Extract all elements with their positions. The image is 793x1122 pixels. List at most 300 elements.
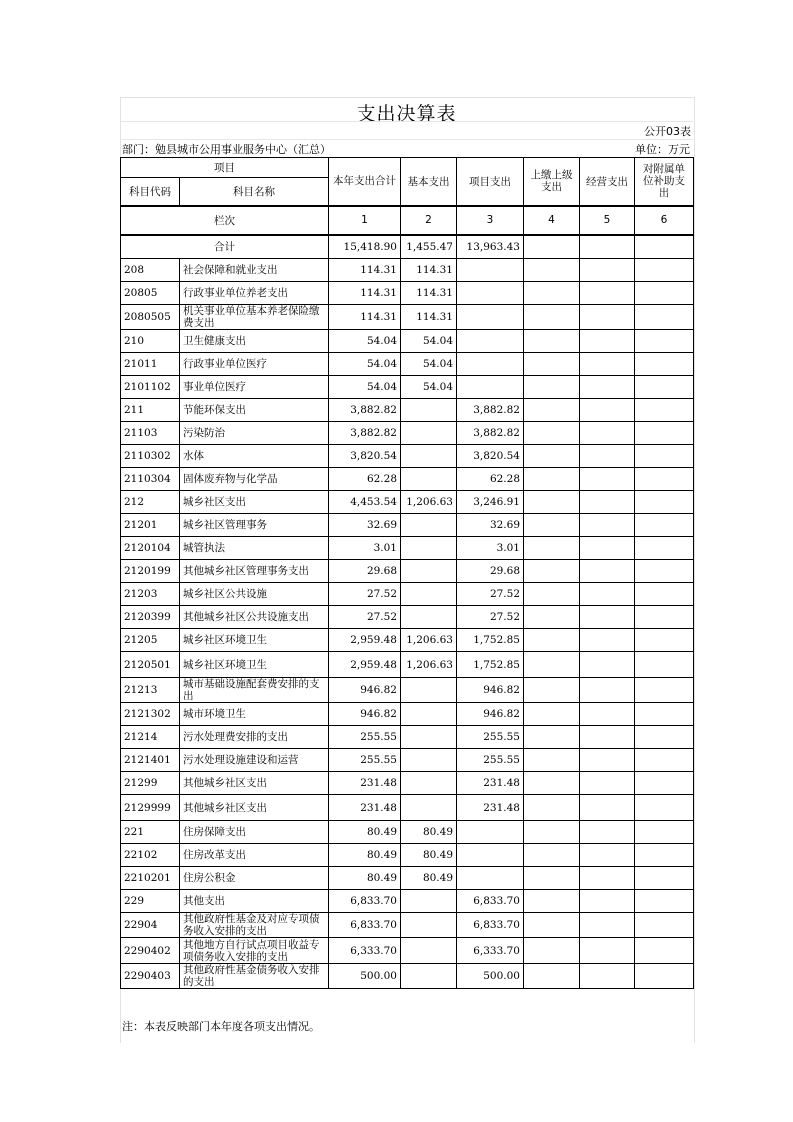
cell-total: 80.49 bbox=[329, 821, 401, 844]
footnote: 注：本表反映部门本年度各项支出情况。 bbox=[122, 1020, 320, 1033]
cell-project bbox=[457, 282, 524, 305]
cell-business bbox=[580, 606, 635, 629]
cell-basic bbox=[401, 913, 457, 938]
cell-subsidy bbox=[635, 749, 694, 772]
cell-code: 21011 bbox=[121, 353, 180, 376]
cell-subsidy bbox=[635, 514, 694, 537]
cell-name: 固体废弃物与化学品 bbox=[180, 468, 329, 491]
table-row bbox=[121, 305, 694, 330]
cell-total: 500.00 bbox=[329, 964, 401, 989]
cell-upper bbox=[524, 867, 580, 890]
cell-project: 6,833.70 bbox=[457, 913, 524, 938]
cell-project: 255.55 bbox=[457, 726, 524, 749]
table-row bbox=[121, 468, 694, 491]
cell-business bbox=[580, 795, 635, 821]
table-row bbox=[121, 844, 694, 867]
cell-project bbox=[457, 821, 524, 844]
cell-name: 住房改革支出 bbox=[180, 844, 329, 867]
column-number: 4 bbox=[524, 206, 580, 235]
cell-code: 21213 bbox=[121, 678, 180, 703]
total-label: 合计 bbox=[121, 235, 329, 259]
cell-business bbox=[580, 913, 635, 938]
cell-project: 946.82 bbox=[457, 703, 524, 726]
cell-name: 节能环保支出 bbox=[180, 399, 329, 422]
cell-name: 其他城乡社区支出 bbox=[180, 795, 329, 821]
total-business bbox=[580, 235, 635, 259]
cell-total: 6,833.70 bbox=[329, 913, 401, 938]
cell-basic bbox=[401, 583, 457, 606]
cell-name: 城市基础设施配套费安排的支出 bbox=[180, 678, 329, 703]
cell-total: 80.49 bbox=[329, 867, 401, 890]
cell-subsidy bbox=[635, 652, 694, 678]
cell-upper bbox=[524, 282, 580, 305]
cell-project: 231.48 bbox=[457, 795, 524, 821]
cell-code: 22904 bbox=[121, 913, 180, 938]
table-row bbox=[121, 629, 694, 652]
cell-subsidy bbox=[635, 399, 694, 422]
cell-upper bbox=[524, 353, 580, 376]
header-name: 科目名称 bbox=[180, 178, 329, 206]
cell-name: 城乡社区支出 bbox=[180, 491, 329, 514]
cell-business bbox=[580, 399, 635, 422]
table-row bbox=[121, 749, 694, 772]
header-item: 项目 bbox=[121, 158, 329, 178]
cell-upper bbox=[524, 422, 580, 445]
column-number: 6 bbox=[635, 206, 694, 235]
cell-basic bbox=[401, 938, 457, 964]
cell-basic: 114.31 bbox=[401, 259, 457, 282]
cell-business bbox=[580, 330, 635, 353]
header-row bbox=[121, 158, 694, 178]
cell-code: 2110302 bbox=[121, 445, 180, 468]
cell-code: 211 bbox=[121, 399, 180, 422]
cell-subsidy bbox=[635, 629, 694, 652]
cell-code: 2120399 bbox=[121, 606, 180, 629]
cell-upper bbox=[524, 844, 580, 867]
cell-upper bbox=[524, 491, 580, 514]
cell-code: 21103 bbox=[121, 422, 180, 445]
total-row bbox=[121, 235, 694, 259]
cell-name: 污水处理设施建设和运营 bbox=[180, 749, 329, 772]
cell-code: 2110304 bbox=[121, 468, 180, 491]
cell-business bbox=[580, 867, 635, 890]
cell-project: 32.69 bbox=[457, 514, 524, 537]
table-row bbox=[121, 821, 694, 844]
cell-code: 2290402 bbox=[121, 938, 180, 964]
header-upper: 上缴上级支出 bbox=[524, 158, 580, 206]
cell-total: 2,959.48 bbox=[329, 652, 401, 678]
cell-upper bbox=[524, 537, 580, 560]
cell-basic bbox=[401, 703, 457, 726]
total-amount: 15,418.90 bbox=[329, 235, 401, 259]
cell-total: 946.82 bbox=[329, 703, 401, 726]
table-row bbox=[121, 606, 694, 629]
cell-name: 城乡社区公共设施 bbox=[180, 583, 329, 606]
cell-code: 2120501 bbox=[121, 652, 180, 678]
cell-project bbox=[457, 844, 524, 867]
cell-basic bbox=[401, 537, 457, 560]
cell-name: 其他城乡社区管理事务支出 bbox=[180, 560, 329, 583]
table-row bbox=[121, 445, 694, 468]
cell-code: 2120199 bbox=[121, 560, 180, 583]
cell-code: 229 bbox=[121, 890, 180, 913]
table-row bbox=[121, 491, 694, 514]
cell-total: 114.31 bbox=[329, 305, 401, 330]
cell-project: 1,752.85 bbox=[457, 652, 524, 678]
cell-project: 946.82 bbox=[457, 678, 524, 703]
cell-business bbox=[580, 491, 635, 514]
cell-name: 住房保障支出 bbox=[180, 821, 329, 844]
cell-upper bbox=[524, 629, 580, 652]
cell-subsidy bbox=[635, 560, 694, 583]
cell-name: 城乡社区环境卫生 bbox=[180, 629, 329, 652]
cell-upper bbox=[524, 913, 580, 938]
cell-subsidy bbox=[635, 353, 694, 376]
cell-code: 221 bbox=[121, 821, 180, 844]
table-row bbox=[121, 514, 694, 537]
cell-subsidy bbox=[635, 491, 694, 514]
cell-subsidy bbox=[635, 867, 694, 890]
cell-subsidy bbox=[635, 468, 694, 491]
cell-name: 城管执法 bbox=[180, 537, 329, 560]
cell-name: 城市环境卫生 bbox=[180, 703, 329, 726]
cell-code: 2121302 bbox=[121, 703, 180, 726]
cell-code: 2120104 bbox=[121, 537, 180, 560]
cell-upper bbox=[524, 445, 580, 468]
cell-total: 114.31 bbox=[329, 259, 401, 282]
cell-business bbox=[580, 560, 635, 583]
cell-project bbox=[457, 376, 524, 399]
total-project: 13,963.43 bbox=[457, 235, 524, 259]
cell-name: 卫生健康支出 bbox=[180, 330, 329, 353]
cell-business bbox=[580, 422, 635, 445]
cell-subsidy bbox=[635, 330, 694, 353]
cell-name: 水体 bbox=[180, 445, 329, 468]
cell-basic bbox=[401, 606, 457, 629]
cell-code: 21214 bbox=[121, 726, 180, 749]
cell-project: 29.68 bbox=[457, 560, 524, 583]
cell-subsidy bbox=[635, 821, 694, 844]
cell-basic: 80.49 bbox=[401, 867, 457, 890]
cell-name: 城乡社区管理事务 bbox=[180, 514, 329, 537]
cell-upper bbox=[524, 772, 580, 795]
cell-project bbox=[457, 353, 524, 376]
cell-code: 2210201 bbox=[121, 867, 180, 890]
cell-project: 500.00 bbox=[457, 964, 524, 989]
cell-project: 3,246.91 bbox=[457, 491, 524, 514]
cell-project bbox=[457, 330, 524, 353]
cell-total: 54.04 bbox=[329, 330, 401, 353]
cell-subsidy bbox=[635, 606, 694, 629]
cell-business bbox=[580, 629, 635, 652]
cell-basic bbox=[401, 726, 457, 749]
cell-business bbox=[580, 821, 635, 844]
cell-total: 231.48 bbox=[329, 772, 401, 795]
cell-upper bbox=[524, 468, 580, 491]
cell-business bbox=[580, 844, 635, 867]
cell-total: 29.68 bbox=[329, 560, 401, 583]
total-basic: 1,455.47 bbox=[401, 235, 457, 259]
divider bbox=[120, 121, 693, 122]
cell-total: 54.04 bbox=[329, 376, 401, 399]
cell-basic bbox=[401, 749, 457, 772]
cell-code: 22102 bbox=[121, 844, 180, 867]
cell-upper bbox=[524, 795, 580, 821]
cell-business bbox=[580, 445, 635, 468]
cell-basic bbox=[401, 422, 457, 445]
table-row bbox=[121, 678, 694, 703]
cell-business bbox=[580, 938, 635, 964]
cell-project: 3,882.82 bbox=[457, 422, 524, 445]
total-upper bbox=[524, 235, 580, 259]
cell-business bbox=[580, 583, 635, 606]
cell-total: 114.31 bbox=[329, 282, 401, 305]
cell-total: 32.69 bbox=[329, 514, 401, 537]
cell-upper bbox=[524, 652, 580, 678]
cell-total: 3.01 bbox=[329, 537, 401, 560]
cell-total: 3,882.82 bbox=[329, 399, 401, 422]
column-number: 3 bbox=[457, 206, 524, 235]
cell-basic: 80.49 bbox=[401, 821, 457, 844]
cell-upper bbox=[524, 560, 580, 583]
cell-basic: 114.31 bbox=[401, 282, 457, 305]
header-business: 经营支出 bbox=[580, 158, 635, 206]
table-row bbox=[121, 282, 694, 305]
table-row bbox=[121, 330, 694, 353]
cell-total: 3,820.54 bbox=[329, 445, 401, 468]
cell-name: 住房公积金 bbox=[180, 867, 329, 890]
cell-basic: 1,206.63 bbox=[401, 629, 457, 652]
cell-total: 231.48 bbox=[329, 795, 401, 821]
cell-subsidy bbox=[635, 795, 694, 821]
cell-code: 2101102 bbox=[121, 376, 180, 399]
cell-business bbox=[580, 678, 635, 703]
cell-total: 27.52 bbox=[329, 583, 401, 606]
expenditure-table bbox=[120, 157, 694, 989]
total-subsidy bbox=[635, 235, 694, 259]
cell-total: 54.04 bbox=[329, 353, 401, 376]
cell-upper bbox=[524, 330, 580, 353]
cell-name: 污染防治 bbox=[180, 422, 329, 445]
cell-basic bbox=[401, 445, 457, 468]
header-subsidy: 对附属单位补助支出 bbox=[635, 158, 694, 206]
cell-business bbox=[580, 890, 635, 913]
cell-name: 其他支出 bbox=[180, 890, 329, 913]
table-row bbox=[121, 652, 694, 678]
cell-subsidy bbox=[635, 422, 694, 445]
cell-code: 208 bbox=[121, 259, 180, 282]
cell-subsidy bbox=[635, 537, 694, 560]
cell-upper bbox=[524, 583, 580, 606]
cell-project: 1,752.85 bbox=[457, 629, 524, 652]
table-row bbox=[121, 772, 694, 795]
cell-subsidy bbox=[635, 305, 694, 330]
cell-basic bbox=[401, 468, 457, 491]
table-row bbox=[121, 353, 694, 376]
table-row bbox=[121, 259, 694, 282]
cell-upper bbox=[524, 399, 580, 422]
cell-total: 255.55 bbox=[329, 749, 401, 772]
table-row bbox=[121, 537, 694, 560]
cell-project bbox=[457, 867, 524, 890]
cell-project: 27.52 bbox=[457, 606, 524, 629]
cell-basic: 54.04 bbox=[401, 330, 457, 353]
cell-basic bbox=[401, 964, 457, 989]
cell-upper bbox=[524, 703, 580, 726]
table-row bbox=[121, 399, 694, 422]
cell-project: 231.48 bbox=[457, 772, 524, 795]
cell-business bbox=[580, 305, 635, 330]
cell-business bbox=[580, 468, 635, 491]
cell-code: 212 bbox=[121, 491, 180, 514]
cell-subsidy bbox=[635, 964, 694, 989]
cell-total: 6,833.70 bbox=[329, 890, 401, 913]
cell-basic bbox=[401, 560, 457, 583]
cell-code: 21205 bbox=[121, 629, 180, 652]
cell-code: 2080505 bbox=[121, 305, 180, 330]
table-row bbox=[121, 795, 694, 821]
table-row bbox=[121, 890, 694, 913]
cell-code: 2129999 bbox=[121, 795, 180, 821]
table-row bbox=[121, 938, 694, 964]
unit-label: 单位：万元 bbox=[635, 143, 690, 156]
cell-business bbox=[580, 376, 635, 399]
table-row bbox=[121, 964, 694, 989]
cell-basic: 80.49 bbox=[401, 844, 457, 867]
cell-subsidy bbox=[635, 890, 694, 913]
cell-upper bbox=[524, 890, 580, 913]
table-row bbox=[121, 583, 694, 606]
header-project: 项目支出 bbox=[457, 158, 524, 206]
cell-business bbox=[580, 259, 635, 282]
cell-project: 3,820.54 bbox=[457, 445, 524, 468]
cell-subsidy bbox=[635, 583, 694, 606]
cell-business bbox=[580, 749, 635, 772]
cell-subsidy bbox=[635, 678, 694, 703]
form-number: 公开03表 bbox=[644, 125, 691, 138]
cell-basic: 54.04 bbox=[401, 353, 457, 376]
cell-business bbox=[580, 282, 635, 305]
cell-name: 其他地方自行试点项目收益专项债务收入安排的支出 bbox=[180, 938, 329, 964]
cell-subsidy bbox=[635, 913, 694, 938]
cell-upper bbox=[524, 938, 580, 964]
cell-basic bbox=[401, 772, 457, 795]
cell-code: 21201 bbox=[121, 514, 180, 537]
cell-total: 6,333.70 bbox=[329, 938, 401, 964]
cell-upper bbox=[524, 305, 580, 330]
cell-business bbox=[580, 772, 635, 795]
cell-code: 210 bbox=[121, 330, 180, 353]
cell-code: 21203 bbox=[121, 583, 180, 606]
cell-basic: 54.04 bbox=[401, 376, 457, 399]
cell-project bbox=[457, 305, 524, 330]
cell-subsidy bbox=[635, 726, 694, 749]
cell-total: 2,959.48 bbox=[329, 629, 401, 652]
cell-project: 3.01 bbox=[457, 537, 524, 560]
column-number-row bbox=[121, 206, 694, 235]
column-number: 5 bbox=[580, 206, 635, 235]
cell-basic: 114.31 bbox=[401, 305, 457, 330]
cell-business bbox=[580, 652, 635, 678]
divider bbox=[120, 139, 693, 140]
header-code: 科目代码 bbox=[121, 178, 180, 206]
table-row bbox=[121, 376, 694, 399]
cell-subsidy bbox=[635, 844, 694, 867]
cell-name: 其他城乡社区公共设施支出 bbox=[180, 606, 329, 629]
column-number: 2 bbox=[401, 206, 457, 235]
table-row bbox=[121, 560, 694, 583]
cell-project: 6,833.70 bbox=[457, 890, 524, 913]
cell-business bbox=[580, 703, 635, 726]
cell-upper bbox=[524, 678, 580, 703]
cell-code: 20805 bbox=[121, 282, 180, 305]
cell-subsidy bbox=[635, 938, 694, 964]
cell-basic bbox=[401, 678, 457, 703]
cell-name: 行政事业单位养老支出 bbox=[180, 282, 329, 305]
page-title: 支出决算表 bbox=[356, 103, 457, 125]
table-row bbox=[121, 867, 694, 890]
cell-total: 255.55 bbox=[329, 726, 401, 749]
department-label: 部门：勉县城市公用事业服务中心（汇总） bbox=[122, 143, 331, 156]
cell-basic: 1,206.63 bbox=[401, 652, 457, 678]
cell-basic bbox=[401, 514, 457, 537]
header-total: 本年支出合计 bbox=[329, 158, 401, 206]
cell-business bbox=[580, 353, 635, 376]
cell-project: 62.28 bbox=[457, 468, 524, 491]
cell-name: 机关事业单位基本养老保险缴费支出 bbox=[180, 305, 329, 330]
cell-upper bbox=[524, 726, 580, 749]
table-row bbox=[121, 913, 694, 938]
cell-business bbox=[580, 514, 635, 537]
cell-total: 4,453.54 bbox=[329, 491, 401, 514]
cell-project: 6,333.70 bbox=[457, 938, 524, 964]
cell-name: 行政事业单位医疗 bbox=[180, 353, 329, 376]
cell-code: 21299 bbox=[121, 772, 180, 795]
cell-upper bbox=[524, 821, 580, 844]
cell-upper bbox=[524, 259, 580, 282]
table-row bbox=[121, 703, 694, 726]
cell-business bbox=[580, 537, 635, 560]
cell-project: 3,882.82 bbox=[457, 399, 524, 422]
cell-upper bbox=[524, 514, 580, 537]
cell-basic bbox=[401, 399, 457, 422]
table-row bbox=[121, 726, 694, 749]
cell-subsidy bbox=[635, 282, 694, 305]
cell-project bbox=[457, 259, 524, 282]
cell-name: 社会保障和就业支出 bbox=[180, 259, 329, 282]
cell-subsidy bbox=[635, 376, 694, 399]
cell-basic bbox=[401, 795, 457, 821]
cell-upper bbox=[524, 606, 580, 629]
cell-total: 3,882.82 bbox=[329, 422, 401, 445]
cell-code: 2121401 bbox=[121, 749, 180, 772]
cell-code: 2290403 bbox=[121, 964, 180, 989]
cell-total: 946.82 bbox=[329, 678, 401, 703]
column-number-label: 栏次 bbox=[121, 206, 329, 235]
cell-project: 255.55 bbox=[457, 749, 524, 772]
cell-subsidy bbox=[635, 703, 694, 726]
cell-name: 其他城乡社区支出 bbox=[180, 772, 329, 795]
table-row bbox=[121, 422, 694, 445]
cell-upper bbox=[524, 964, 580, 989]
cell-business bbox=[580, 964, 635, 989]
cell-name: 其他政府性基金债务收入安排的支出 bbox=[180, 964, 329, 989]
cell-upper bbox=[524, 376, 580, 399]
cell-subsidy bbox=[635, 259, 694, 282]
column-number: 1 bbox=[329, 206, 401, 235]
cell-upper bbox=[524, 749, 580, 772]
cell-project: 27.52 bbox=[457, 583, 524, 606]
